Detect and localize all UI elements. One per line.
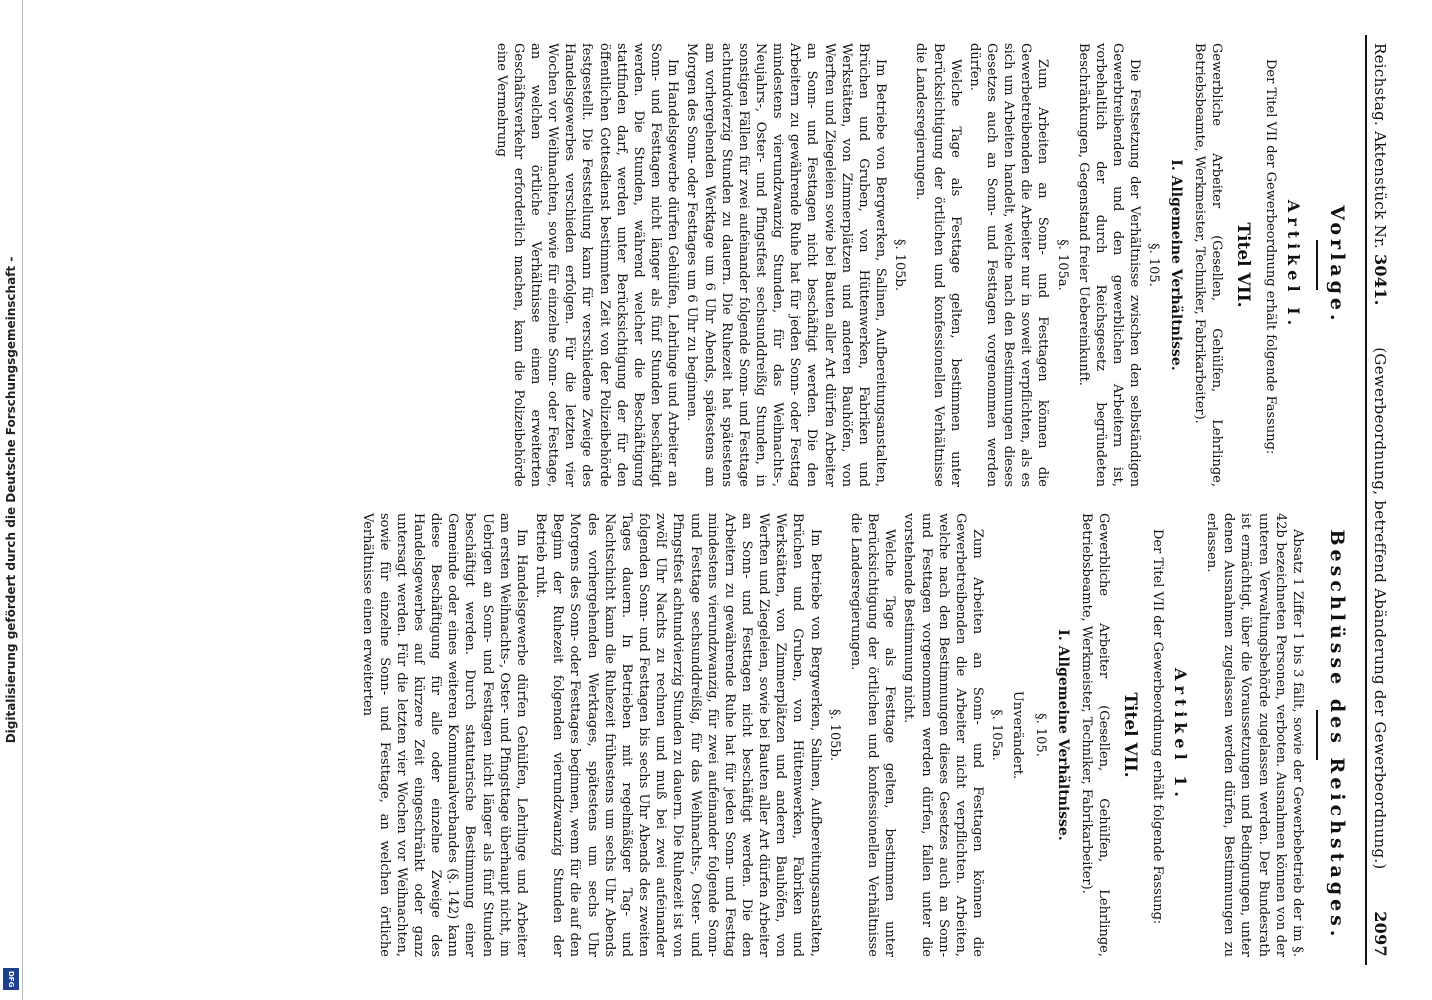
paragraph-text: Zum Arbeiten an Sonn- und Festtagen können die Gewerbetreibenden die Arbeiter nicht verpflichten. Arbeiten, welche nach den Bestimmungen dieses Gesetzes auch an Sonn- und Festtagen vorgenommen werden dürfen, fallen unter die vorstehende Bestimmung nicht. — [901, 513, 986, 957]
paragraph-105b: §. 105b. — [826, 708, 842, 762]
paragraph-text: Die Festsetzung der Verhältnisse zwischen den selbständigen Gewerbtreibenden und den gewerblichen Arbeitern ist, vorbehaltlich der durch Reichsgesetz begründeten Beschränkungen, Gegenstand freier Uebereinkunft. — [1075, 43, 1143, 487]
workers-line: Gewerbliche Arbeiter (Gesellen, Gehülfen, Lehrlinge, Betriebsbeamte, Werkmeister, Techniker, Fabrikarbeiter). — [1079, 513, 1112, 957]
paragraph-105a: §. 105a. — [989, 709, 1005, 761]
document-page — [100, 35, 1390, 965]
paragraph-text: Welche Tage als Festtage gelten, bestimmen unter Berücksichtigung der örtlichen und konfessionellen Verhältnisse die Landesregierungen. — [913, 43, 963, 487]
heading-rule — [1316, 240, 1318, 290]
header-left: Reichstag. Aktenstück Nr. 3041. — [1371, 43, 1390, 306]
header-middle: (Gewerbeordnung, betreffend Abänderung der Gewerbeordnung.) — [1371, 347, 1389, 870]
article-text: Der Titel VII der Gewerbeordnung erhält folgende Fassung: — [1149, 529, 1165, 925]
two-columns — [356, 35, 1365, 965]
unchanged-note: Unverändert. — [1010, 690, 1026, 780]
paragraph-text: Welche Tage als Festtage gelten, bestimmen unter Berücksichtigung der örtlichen und konfessionellen Verhältnisse die Landesregierungen. — [847, 513, 898, 957]
heading-rule — [1316, 710, 1318, 760]
paragraph-text: Zum Arbeiten an Sonn- und Festtagen können die Gewerbetreibenden die Arbeiter nur in soweit verpflichten, als es sich um Arbeiten handelt, welche nach den Bestimmungen dieses Gesetzes auch an Sonn- und Festtagen vorgenommen werden dürfen. — [966, 43, 1051, 487]
dfg-logo: DFG — [3, 968, 19, 990]
column-vorlage — [356, 43, 1359, 487]
rotated-page-area — [100, 35, 1390, 965]
paragraph-105a: §. 105a. — [1054, 239, 1070, 291]
digitization-credit — [0, 0, 23, 1000]
article-text: Der Titel VII der Gewerbeordnung erhält folgende Fassung: — [1262, 59, 1278, 455]
paragraph-text: Im Betriebe von Bergwerken, Salinen, Aufbereitungsanstalten, Brüchen und Gruben, von Hüttenwerken, Fabriken und Werkstätten, von Zimmerplätzen und anderen Bauhöfen, von Werften und Ziegeleien sowie bei Bauten aller Art dürfen Arbeiter an Sonn- und Festtagen nicht beschäftigt werden. Die den Arbeitern zu gewährende Ruhe hat für jeden Sonn- oder Festtag mindestens vierundzwanzig Stunden, für das Weihnachts-, Neujahrs-, Oster- und Pfingstfest sechsunddreißig Stunden, in sonstigen Fällen für zwei aufeinander folgende Sonn- und Festtage achtundvierzig Stunden zu dauern. Die Ruhezeit hat spätestens am vorhergehenden Werktage um 6 Uhr Abends, spätestens am Morgen des Sonn- oder Festtages um 6 Uhr zu beginnen. — [684, 43, 889, 487]
intro-text: Absatz 1 Ziffer 1 bis 3 fällt, sowie der Gewerbebetrieb der im §. 42b bezeichneten Personen, verboten. Ausnahmen können von der unteren Verwaltungsbehörde zugelassen werden. Der Bundesrath ist ermächtigt, über die Voraussetzungen und Bedingungen, unter denen Ausnahmen zugelassen werden dürfen, Bestimmungen zu erlassen. — [1204, 513, 1305, 957]
credit-text: Digitalisierung gefördert durch die Deutsche Forschungsgemeinschaft - — [4, 256, 18, 744]
title-heading: Titel VII. — [1232, 222, 1253, 308]
column-heading: Beschlüsse des Reichstages. — [1326, 529, 1348, 941]
document-number: 3041. — [1371, 253, 1390, 306]
column-beschluesse — [356, 513, 1359, 957]
paragraph-105: §. 105. — [1033, 713, 1049, 757]
running-head — [1365, 35, 1390, 965]
article-heading: Artikel I. — [1283, 199, 1303, 331]
page-number: 2097 — [1371, 911, 1390, 957]
paragraph-text: Im Handelsgewerbe dürfen Gehülfen, Lehrlinge und Arbeiter am ersten Weihnachts-, Oster- und Pfingsttage überhaupt nicht, im Uebrigen an Sonn- und Festtagen nicht länger als fünf Stunden beschäftigt werden. Durch statutarische Bestimmung einer Gemeinde oder eines weiteren Kommunalverbandes (§. 142) kann diese Beschäftigung für alle oder einzelne Zweige des Handelsgewerbes auf kürzere Zeit eingeschränkt oder ganz untersagt werden. Für die letzten vier Wochen vor Weihnachten, sowie für einzelne Sonn- und Festtage, an welchen örtliche Verhältnisse einen erweiterten — [359, 513, 529, 957]
paragraph-105b: §. 105b. — [892, 238, 908, 292]
paragraph-text: Im Handelsgewerbe dürfen Gehülfen, Lehrlinge und Arbeiter an Sonn- und Festtagen nicht länger als fünf Stunden beschäftigt werden. Die Stunden, während welcher die Beschäftigung stattfinden darf, werden unter Berücksichtigung der für den öffentlichen Gottesdienst bestimmten Zeit von der Polizeibehörde festgestellt. Die Feststellung kann für verschiedene Zweige des Handelsgewerbes verschieden erfolgen. Für die letzten vier Wochen vor Weihnachten, sowie für einzelne Sonn- oder Festtage, an welchen örtliche Verhältnisse einen erweiterten Geschäftsverkehr erforderlich machen, kann die Polizeibehörde eine Vermehrung — [493, 43, 681, 487]
section-heading: I. Allgemeine Verhältnisse. — [1054, 629, 1071, 841]
paragraph-text: Im Betriebe von Bergwerken, Salinen, Aufbereitungsanstalten, Brüchen und Gruben, von Hüttenwerken, Fabriken und Werkstätten, von Zimmerplätzen und anderen Bauhöfen, von Werften und Ziegeleien, sowie bei Bauten aller Art dürfen Arbeiter an Sonn- und Festtagen nicht beschäftigt werden. Die den Arbeitern zu gewährende Ruhe hat für jeden Sonn- und Festtag mindestens vierundzwanzig, für zwei aufeinander folgende Sonn- und Festtage sechsunddreißig, für das Weihnachts-, Oster- und Pfingstfest achtundvierzig Stunden zu dauern. Die Ruhezeit ist von zwölf Uhr Nachts zu rechnen und muß bei zwei aufeinander folgenden Sonn- und Festtagen bis sechs Uhr Abends des zweiten Tages dauern. In Betrieben mit regelmäßiger Tag- und Nachtschicht kann die Ruhezeit frühestens um sechs Uhr Abends des vorhergehenden Werktages, spätestens um sechs Uhr Morgens des Sonn- oder Festtages beginnen, wenn für die auf den Beginn der Ruhezeit folgenden vierundzwanzig Stunden der Betrieb ruht. — [533, 513, 823, 957]
title-heading: Titel VII. — [1119, 692, 1140, 778]
article-heading: Artikel 1. — [1170, 668, 1190, 802]
section-heading: I. Allgemeine Verhältnisse. — [1167, 159, 1184, 371]
column-heading: Vorlage. — [1326, 205, 1348, 325]
workers-line: Gewerbliche Arbeiter (Gesellen, Gehülfen, Lehrlinge, Betriebsbeamte, Werkmeister, Techniker, Fabrikarbeiter). — [1192, 43, 1225, 487]
paragraph-105: §. 105. — [1146, 243, 1162, 287]
